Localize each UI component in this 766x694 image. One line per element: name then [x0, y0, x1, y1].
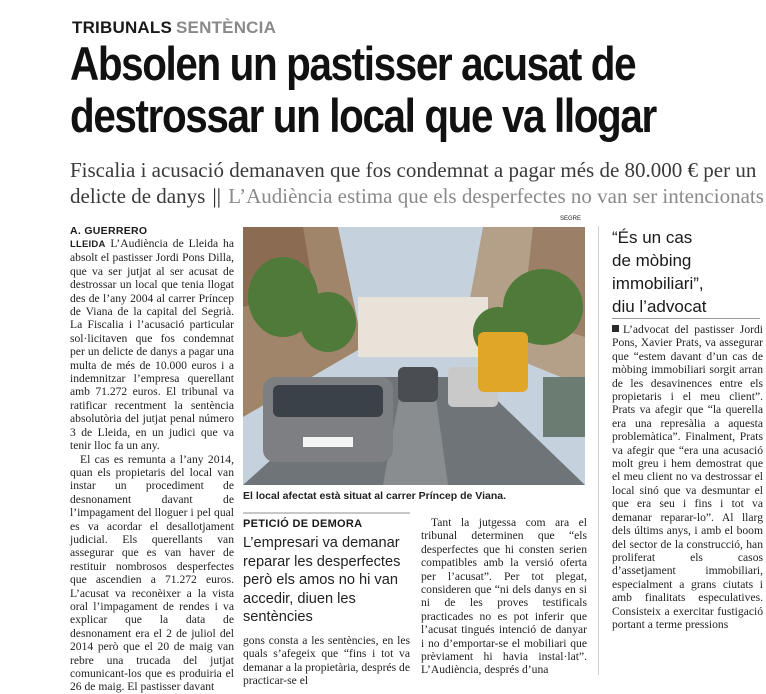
photo-credit: SEGRE [559, 216, 581, 222]
section-name: TRIBUNALS [72, 18, 173, 37]
subheadline [70, 157, 766, 209]
sidebar-title-line: immobiliari”, [612, 274, 704, 293]
subhead-main: Fiscalia i acusació demanaven que fos condemnat a pagar més de 80.000 € per un delicte de danys [70, 158, 757, 208]
article-paragraph [70, 237, 234, 453]
section-label [72, 18, 762, 38]
bullet-square-icon [612, 325, 619, 332]
article-column-1 [70, 237, 234, 694]
byline: A. GUERRERO [70, 225, 148, 237]
sidebar-text: L’advocat del pastisser Jordi Pons, Xavier Prats, va assegurar que “estem davant d’un cas de mòbing immobiliari sorgit arran de les desavinences entre els propietaris i el meu client”. Prats va afegir que “la querella era una represàlia a aquesta problemàtica”. Finalment, Prats va afegir que “era una acusació molt greu i hem demostrat que el meu client no va destrossar el local sinó que va desmuntar el que era seu i fins i tot va demanar reparar-lo”. Al llarg dels últims anys, i amb el boom del sector de la construcció, han proliferat els casos d’assetjament immobiliari, especialment a grans ciutats i amb finalitats especulatives. Consisteix a exercitar fustigació portant a terme pressions [612, 323, 763, 631]
article-column-3 [421, 516, 587, 677]
divider [612, 318, 760, 319]
sidebar-title-line: “És un cas [612, 228, 693, 247]
sidebar-title-line: diu l’advocat [612, 297, 707, 316]
paragraph-text: L’Audiència de Lleida ha absolt el pastisser Jordi Pons Dilla, que va ser jutjat al ser acusat de destrossar un local que tenia llogat des de l’any 2004 al carrer Príncep de Viana de la capital del Segrià. La Fiscalia i l’acusació particular sol·licitaven que fos condemnat per un delicte de danys a pagar una multa de més de 10.000 euros i a indemnitzar l’empresa querellant amb 71.272 euros. El tribunal va ratificar recentment la sentència absolutòria del jutjat penal número 3 de Lleida, en un judici que va tenir lloc fa un any. [70, 237, 234, 453]
dateline-place: LLEIDA [70, 239, 106, 250]
sidebar-body [612, 323, 763, 631]
street-scene-image [243, 227, 585, 485]
subhead-separator: || [212, 184, 221, 208]
article-column-2: gons consta a les sentències, en les quals s’afegeix que “fins i tot va demanar a la propietària, després de practicar-se el [243, 634, 410, 688]
photo-caption: El local afectat està situat al carrer Príncep de Viana. [243, 490, 507, 502]
section-subtitle: SENTÈNCIA [176, 18, 277, 37]
divider [243, 512, 410, 514]
subhead-secondary: L’Audiència estima que els desperfectes no van ser intencionats [228, 184, 764, 208]
article-photo [243, 216, 585, 485]
pull-quote-text: L’empresari va demanar reparar les desperfectes però els amos no hi van accedir, diuen les sentències [243, 535, 401, 625]
article-paragraph: Tant la jutgessa com ara el tribunal determinen que “els desperfectes que hi consten serien compatibles amb la versió oferta per l’acusat”. Per tot plegat, consideren que “ni dels danys en si ni de les proves testificals practicades no es pot inferir que l’acusat tingués intenció de danyar i no d’emportar-se el mobiliari que prèviament hi havia instal·lat”. L’Audiència, després d’una [421, 516, 587, 677]
headline: Absolen un pastisser acusat de destrossar un local que va llogar [70, 37, 656, 142]
column-divider [598, 226, 599, 675]
pull-quote-label: PETICIÓ DE DEMORA [243, 518, 363, 530]
sidebar-title-line: de mòbing [612, 251, 692, 270]
sidebar-title [612, 226, 762, 318]
article-paragraph: El cas es remunta a l’any 2014, quan els propietaris del local van instar un procediment de desnonament davant de l’impagament del lloguer i pel qual es va acordar el desallotjament judicial. Els querellants van assegurar que es van haver de restituir nombrosos desperfectes que ascendien a 71.272 euros. L’acusat va reconèixer a la vista oral l’impagament de rendes i va explicar que la data de desnonament era el 2 de juliol del 2014 però que el 20 de maig van rebre una trucada del jutjat comunicant-los que es produiria el 26 de maig. El pastisser davant [70, 452, 234, 694]
